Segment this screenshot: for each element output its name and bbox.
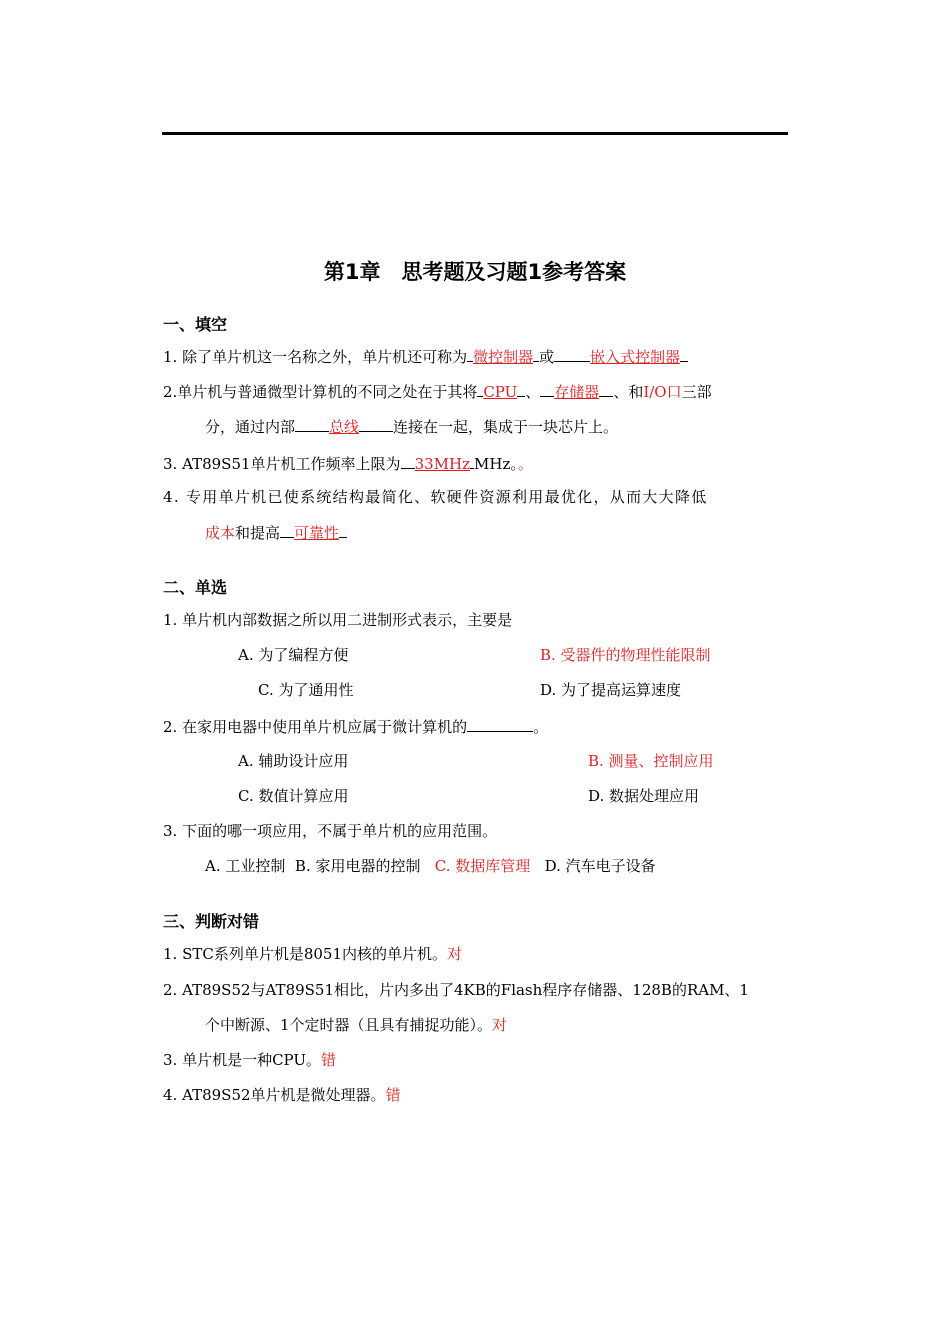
fill-question-2: 2.单片机与普通微型计算机的不同之处在于其将 CPU 、 存储器 、和I/O口三部 xyxy=(163,383,712,401)
header-rule xyxy=(162,132,788,135)
single-q1-option-b: B. 受器件的物理性能限制 xyxy=(540,646,711,664)
fill-question-4: 4. 专用单片机已使系统结构最简化、软硬件资源利用最优化，从而大大降低 xyxy=(163,488,708,506)
judge-question-2: 2. AT89S52与AT89S51相比，片内多出了4KB的Flash程序存储器、128B的RAM、1 xyxy=(163,981,749,999)
single-q2-option-a: A. 辅助设计应用 xyxy=(238,752,349,770)
judge-question-4: 4. AT89S52单片机是微处理器。错 xyxy=(163,1086,401,1104)
single-q3-options: A. 工业控制 B. 家用电器的控制 C. 数据库管理 D. 汽车电子设备 xyxy=(205,857,656,875)
single-q2-option-b: B. 测量、控制应用 xyxy=(588,752,714,770)
section-heading-single-choice: 二、单选 xyxy=(163,578,228,597)
section-heading-true-false: 三、判断对错 xyxy=(163,912,260,931)
page-title: 第1章 思考题及习题1参考答案 xyxy=(323,260,627,284)
single-q1-option-c: C. 为了通用性 xyxy=(258,681,354,699)
single-question-1-stem: 1. 单片机内部数据之所以用二进制形式表示，主要是 xyxy=(163,611,513,629)
single-question-2-stem: 2. 在家用电器中使用单片机应属于微计算机的 。 xyxy=(163,718,549,736)
fill-question-4-continued: 成本和提高 可靠性 xyxy=(205,522,347,543)
judge-question-2-continued: 个中断源、1个定时器（且具有捕捉功能）。对 xyxy=(205,1016,508,1034)
judge-question-3: 3. 单片机是一种CPU。错 xyxy=(163,1051,337,1069)
single-question-3-stem: 3. 下面的哪一项应用，不属于单片机的应用范围。 xyxy=(163,822,498,840)
single-q1-option-d: D. 为了提高运算速度 xyxy=(540,681,682,699)
fill-question-2-continued: 分，通过内部 总线 连接在一起，集成于一块芯片上。 xyxy=(205,418,619,436)
single-q2-option-c: C. 数值计算应用 xyxy=(238,787,349,805)
fill-question-3: 3. AT89S51单片机工作频率上限为 33MHz MHz。。 xyxy=(163,455,533,473)
judge-question-1: 1. STC系列单片机是8051内核的单片机。对 xyxy=(163,945,463,963)
section-heading-fill: 一、填空 xyxy=(163,315,228,334)
fill-question-1: 1. 除了单片机这一名称之外，单片机还可称为 微控制器 或 嵌入式控制器 xyxy=(163,346,688,367)
single-q1-option-a: A. 为了编程方便 xyxy=(238,646,349,664)
single-q2-option-d: D. 数据处理应用 xyxy=(588,787,700,805)
